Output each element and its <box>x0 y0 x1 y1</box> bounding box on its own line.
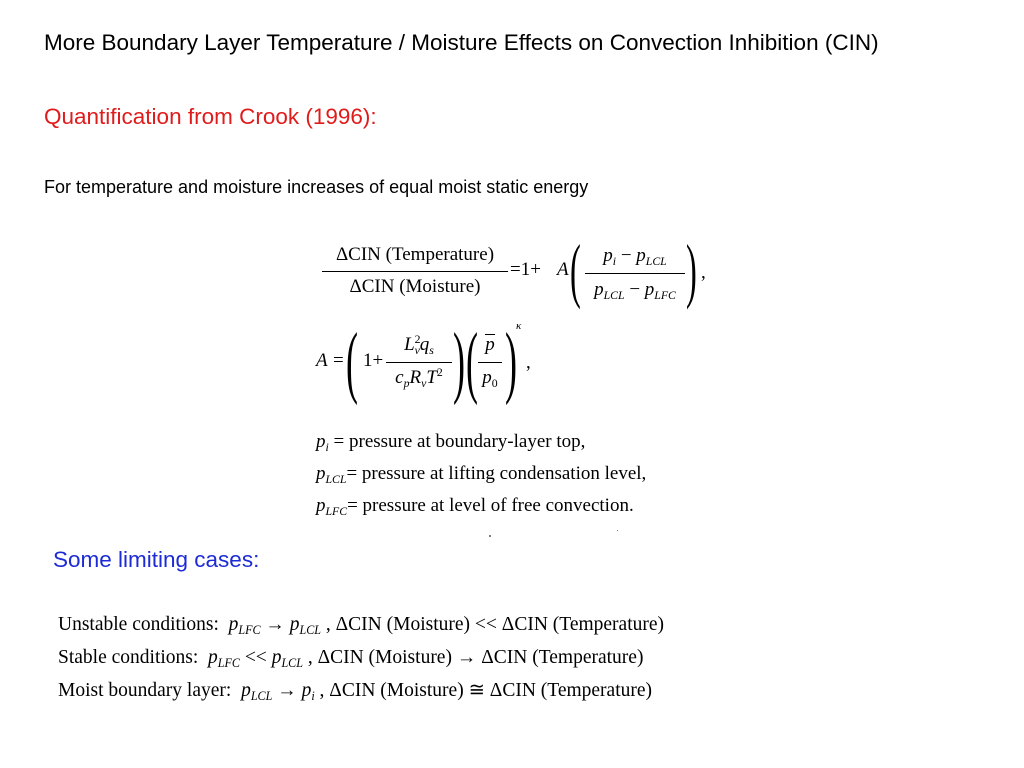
eq2-L-sup: 2 <box>414 332 421 346</box>
eq1-plcl-den: p <box>594 279 604 300</box>
limiting-cases <box>58 608 664 707</box>
eq1-minus-1: − <box>616 245 637 266</box>
eq2-R-sub: v <box>421 377 427 391</box>
definition-row <box>316 458 646 490</box>
eq2-L-sub: v <box>414 344 420 358</box>
case-a-sub: LFC <box>217 656 240 671</box>
definition-row <box>316 426 646 458</box>
case-b-sub: LCL <box>281 656 303 671</box>
case-b: p <box>271 647 282 668</box>
case-b-sub: LCL <box>299 623 322 638</box>
def-sub: LFC <box>325 505 348 519</box>
case-row <box>58 641 664 674</box>
def-sub: i <box>325 441 329 455</box>
case-b-sub: i <box>311 689 315 704</box>
eq2-T-sup: 2 <box>436 365 443 379</box>
eq2-p0-sub: 0 <box>491 377 498 391</box>
case-rel: << <box>239 647 272 668</box>
eq1-minus-2: − <box>624 279 645 300</box>
eq2-c: c <box>395 367 404 388</box>
eq1-lhs-denominator: ΔCIN (Moisture) <box>349 276 481 297</box>
def-text: = pressure at level of free convection. <box>347 495 634 516</box>
eq2-R: R <box>409 367 422 388</box>
eq2-equals: = <box>333 350 344 371</box>
eq1-lhs-numerator: ΔCIN (Temperature) <box>335 244 495 265</box>
case-rel: → <box>272 680 302 701</box>
case-row <box>58 608 664 641</box>
eq1-plcl-den-sub: LCL <box>603 289 625 303</box>
def-text: = pressure at boundary-layer top, <box>328 431 586 452</box>
case-statement: , ΔCIN (Moisture) → ΔCIN (Temperature) <box>302 647 644 668</box>
intro-text: For temperature and moisture increases of equal moist static energy <box>44 177 589 197</box>
case-label: Stable conditions: <box>58 647 199 668</box>
eq1-plcl: p <box>636 245 646 266</box>
slide-title: More Boundary Layer Temperature / Moisture Effects on Convection Inhibition (CIN) <box>44 30 879 55</box>
eq2-exponent: κ <box>516 320 522 332</box>
case-statement: , ΔCIN (Moisture) ≅ ΔCIN (Temperature) <box>314 680 653 701</box>
eq1-equals: =1+ <box>510 259 541 280</box>
eq2-c-sub: p <box>403 377 410 391</box>
eq1-plfc: p <box>644 279 655 300</box>
eq2-ratio-bar <box>478 362 502 363</box>
eq2-left-paren-2: ( <box>466 318 478 406</box>
eq1-pi: p <box>603 245 613 266</box>
eq2-left-paren-1: ( <box>346 318 358 406</box>
case-row <box>58 674 664 707</box>
eq2-denominator <box>382 367 456 389</box>
def-text: = pressure at lifting condensation level, <box>346 463 647 484</box>
case-a: p <box>241 680 251 701</box>
eq1-pi-sub: i <box>612 255 617 269</box>
eq2-comma: , <box>526 352 531 373</box>
case-a: p <box>208 647 218 668</box>
eq2-ratio-numerator <box>478 334 502 356</box>
case-a: p <box>228 614 239 635</box>
case-a-sub: LFC <box>238 623 261 638</box>
eq2-p0: p <box>482 367 492 388</box>
eq2-q: q <box>419 334 430 355</box>
cases-heading: Some limiting cases: <box>53 547 260 572</box>
case-label: Unstable conditions: <box>58 614 219 635</box>
definition-row <box>316 490 646 522</box>
def-sym: p <box>316 463 326 484</box>
eq2-right-paren-2: ) <box>505 318 517 406</box>
eq1-left-paren: ( <box>570 230 581 310</box>
case-label: Moist boundary layer: <box>58 680 232 701</box>
eq1-coef: A <box>557 259 569 280</box>
symbol-definitions <box>316 426 646 522</box>
case-b: p <box>289 614 300 635</box>
eq1-plfc-sub: LFC <box>654 289 676 303</box>
case-a-sub: LCL <box>250 689 273 704</box>
slide-subtitle: Quantification from Crook (1996): <box>44 104 377 129</box>
case-b: p <box>301 680 312 701</box>
def-sym: p <box>316 431 326 452</box>
eq2-pbar: p <box>485 334 495 355</box>
eq1-right-paren: ) <box>686 230 697 310</box>
eq2-lhs: A <box>316 350 328 371</box>
eq2-fraction-bar <box>386 362 452 363</box>
eq2-numerator <box>384 334 454 356</box>
eq2-ratio-denominator <box>474 367 506 389</box>
eq2-L: L <box>404 334 415 355</box>
eq1-plcl-sub: LCL <box>645 255 667 269</box>
eq2-right-paren-1: ) <box>453 318 465 406</box>
scan-speck <box>489 535 491 537</box>
eq2-q-sub: s <box>429 344 434 358</box>
def-sub: LCL <box>325 473 347 487</box>
case-rel: → <box>260 614 290 635</box>
def-sym: p <box>316 495 326 516</box>
case-statement: , ΔCIN (Moisture) << ΔCIN (Temperature) <box>321 614 665 635</box>
eq2-T: T <box>426 367 437 388</box>
eq1-comma: , <box>701 262 706 283</box>
scan-speck <box>617 530 618 531</box>
eq2-one-plus: 1+ <box>363 350 384 371</box>
